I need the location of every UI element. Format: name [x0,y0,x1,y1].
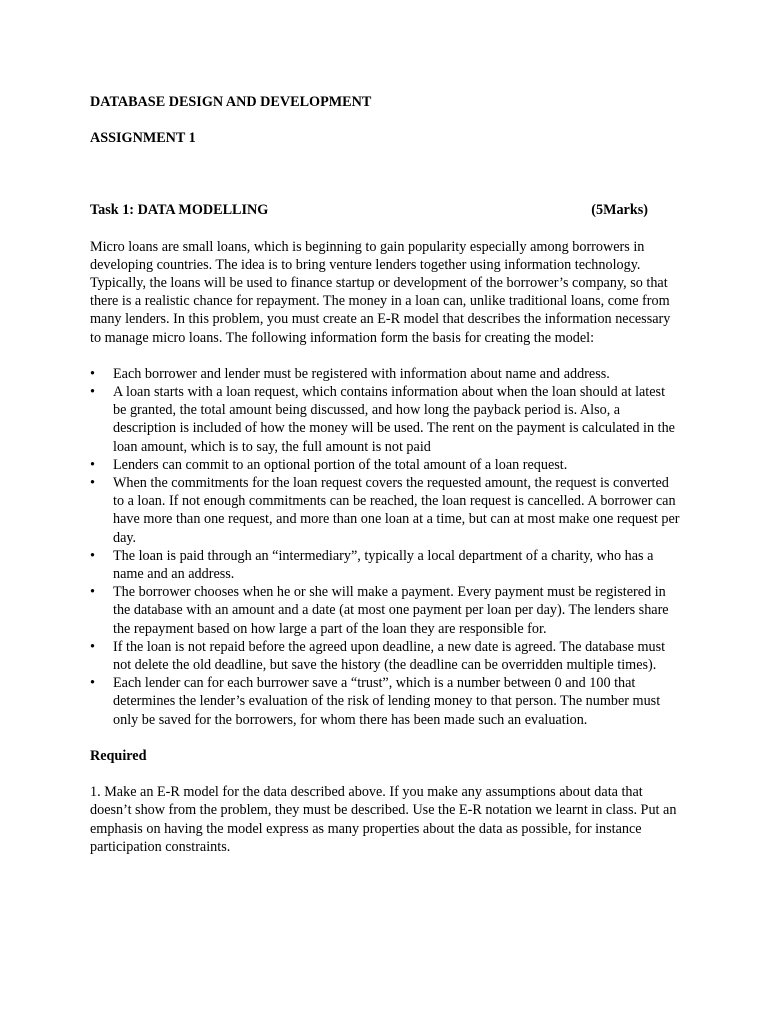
bullet-item [90,383,680,456]
bullet-text: The loan is paid through an “intermediary”, typically a local department of a charity, who has a name and an address. [113,547,654,583]
intro-paragraph: Micro loans are small loans, which is beginning to gain popularity especially among borrowers in developing countries. The idea is to bring venture lenders together using information technology. Typically, the loans will be used to finance startup or development of the borrower’s company, so that there is a realistic chance for repayment. The money in a loan can, unlike traditional loans, come from many lenders. In this problem, you must create an E-R model that describes the information necessary to manage micro loans. The following information form the basis for creating the model: [90,238,671,346]
requirements-bullet-list [90,365,680,729]
bullet-marker: • [90,475,95,492]
bullet-item [90,456,680,474]
bullet-text: A loan starts with a loan request, which contains information about when the loan should at latest be granted, the total amount being discussed, and how long the payback period is. Also, a description is included of how the money will be used. The rent on the payment is calculated in the loan amount, which is to say, the full amount is not paid [113,384,675,455]
bullet-text: If the loan is not repaid before the agreed upon deadline, a new date is agreed. The database must not delete the old deadline, but save the history (the deadline can be overridden multiple times). [113,638,666,674]
assignment-heading: ASSIGNMENT 1 [90,130,196,147]
bullet-marker: • [90,384,95,401]
bullet-item [90,674,680,729]
bullet-item [90,474,680,547]
bullet-marker: • [90,675,95,692]
bullet-text: The borrower chooses when he or she will make a payment. Every payment must be registered in the database with an amount and a date (at most one payment per loan per day). The lenders share the repayment based on how large a part of the loan they are responsible for. [113,584,669,637]
bullet-text: Each lender can for each burrower save a “trust”, which is a number between 0 and 100 that determines the lender’s evaluation of the risk of lending money to that person. The number must only be saved for the borrowers, for whom there has been made such an evaluation. [113,675,661,728]
task-label: Task 1: DATA MODELLING [90,202,269,219]
bullet-item [90,547,680,583]
bullet-item [90,583,680,638]
task-heading-row [90,201,648,219]
bullet-marker: • [90,584,95,601]
required-heading: Required [90,747,147,764]
bullet-item [90,365,680,383]
bullet-text: Lenders can commit to an optional portion of the total amount of a loan request. [113,456,568,473]
bullet-marker: • [90,638,95,655]
bullet-marker: • [90,456,95,473]
bullet-text: Each borrower and lender must be registered with information about name and address. [113,365,610,382]
document-title: DATABASE DESIGN AND DEVELOPMENT [90,94,372,110]
task-marks: (5Marks) [591,202,648,219]
bullet-text: When the commitments for the loan request covers the requested amount, the request is converted to a loan. If not enough commitments can be reached, the loan request is cancelled. A borrower can have more than one request, and more than one loan at a time, but can at most make one request per day. [113,475,680,546]
bullet-item [90,638,680,674]
required-item: 1. Make an E-R model for the data described above. If you make any assumptions about data that doesn’t show from the problem, they must be described. Use the E-R notation we learnt in class. Put an emphasis on having the model express as many properties about the data as possible, for instance participation constraints. [90,784,677,855]
document-page [90,93,680,856]
bullet-marker: • [90,365,95,382]
bullet-marker: • [90,547,95,564]
